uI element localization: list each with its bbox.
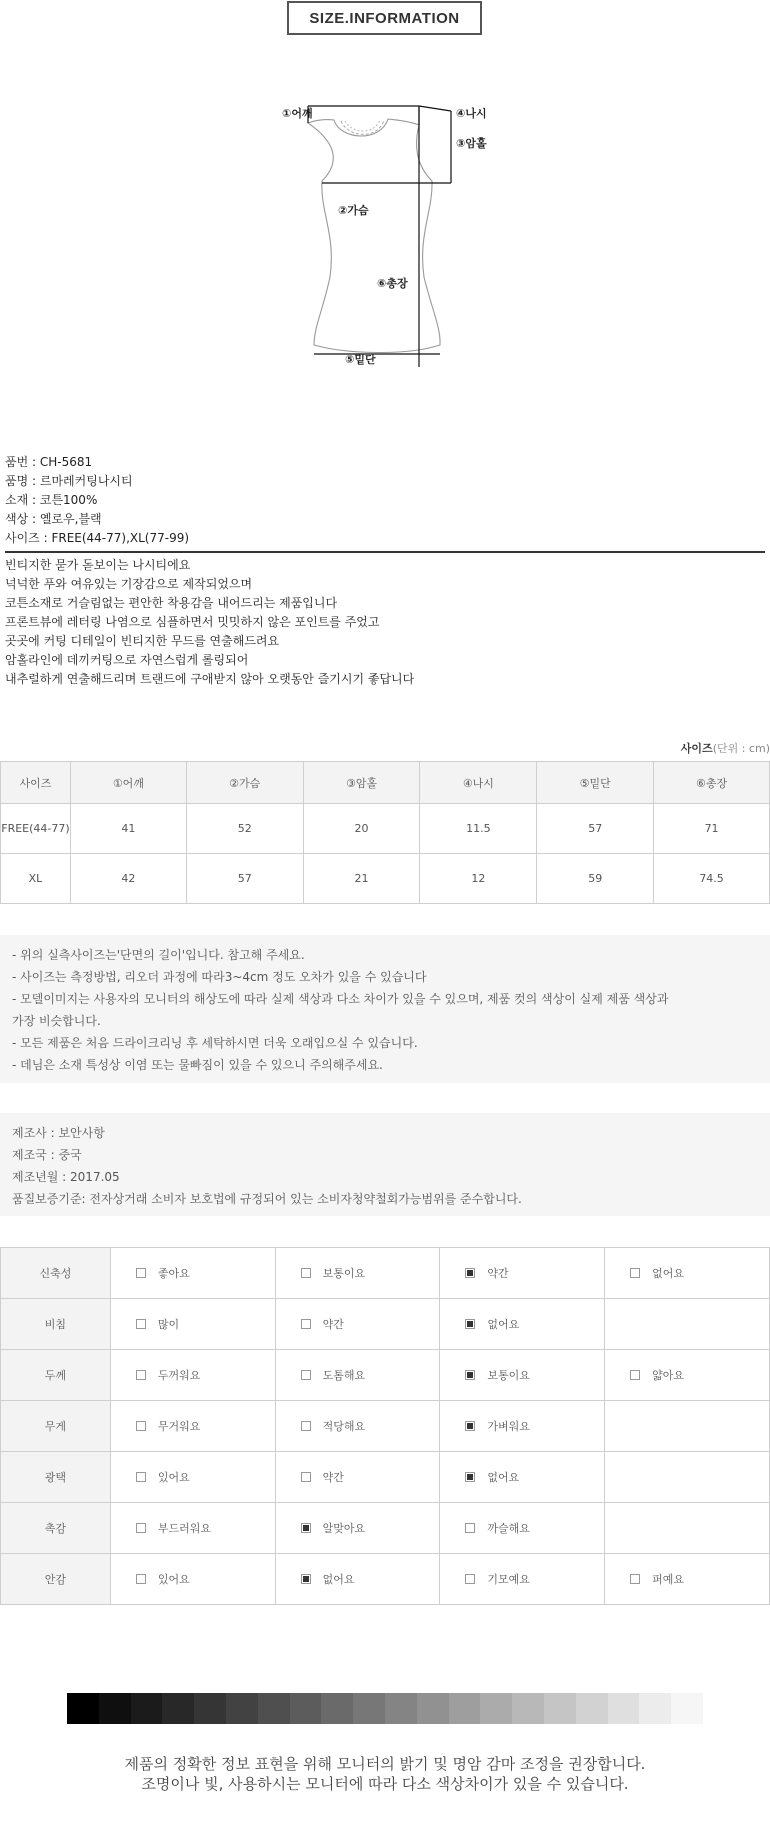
label-length: ⑥총장 bbox=[377, 277, 408, 290]
fabric-option-cell bbox=[110, 1350, 275, 1401]
fabric-attribute-label: 광택 bbox=[1, 1452, 111, 1503]
spec-line: 색상 : 옐로우,블랙 bbox=[5, 512, 102, 526]
fabric-option-cell bbox=[605, 1554, 770, 1605]
description-line: 내추럴하게 연출해드리며 트랜드에 구애받지 않아 오랫동안 즐기시기 좋답니다 bbox=[5, 672, 415, 686]
fabric-option-cell bbox=[605, 1452, 770, 1503]
description-line: 프론트뷰에 레터링 나염으로 심플하면서 밋밋하지 않은 포인트를 주었고 bbox=[5, 615, 380, 629]
fabric-option-cell bbox=[605, 1350, 770, 1401]
table-row bbox=[1, 1350, 770, 1401]
table-row bbox=[1, 1299, 770, 1350]
fabric-option-label: 가벼워요 bbox=[487, 1420, 530, 1433]
description-line: 곳곳에 커팅 디테일이 빈티지한 무드를 연출해드려요 bbox=[5, 634, 280, 648]
size-table-header-row bbox=[1, 762, 770, 804]
size-cell: 21 bbox=[303, 854, 420, 904]
monitor-notice-line: 제품의 정확한 정보 표현을 위해 모니터의 밝기 및 명암 감마 조정을 권장합니다. bbox=[124, 1755, 646, 1773]
note-line: - 위의 실측사이즈는'단면의 길이'입니다. 참고해 주세요. bbox=[12, 948, 305, 962]
size-table bbox=[0, 761, 770, 904]
manufacturer-info bbox=[0, 1113, 770, 1216]
checkbox-unchecked-icon bbox=[136, 1319, 146, 1329]
fabric-option-label: 기모예요 bbox=[487, 1573, 530, 1586]
note-line: - 사이즈는 측정방법, 리오더 과정에 따라3~4cm 정도 오차가 있을 수 있습니다 bbox=[12, 970, 427, 984]
fabric-option-label: 없어요 bbox=[322, 1573, 355, 1586]
fabric-option-label: 두꺼워요 bbox=[157, 1369, 201, 1382]
fabric-option-label: 퍼예요 bbox=[652, 1573, 685, 1586]
gray-swatch bbox=[67, 1693, 99, 1724]
spec-divider bbox=[5, 551, 765, 553]
description-line: 암홀라인에 데끼커팅으로 자연스럽게 롤링되어 bbox=[5, 653, 249, 667]
label-hem: ⑤밑단 bbox=[345, 353, 376, 366]
fabric-option-cell bbox=[110, 1299, 275, 1350]
fabric-option-cell bbox=[605, 1401, 770, 1452]
size-header-cell: ③암홀 bbox=[303, 762, 420, 804]
unit-sub: (단위 : cm) bbox=[712, 742, 770, 755]
fabric-option-cell bbox=[605, 1299, 770, 1350]
gray-swatch bbox=[194, 1693, 226, 1724]
checkbox-checked-icon bbox=[465, 1421, 475, 1431]
monitor-notice bbox=[0, 1754, 770, 1794]
fabric-option-cell bbox=[605, 1248, 770, 1299]
checkbox-unchecked-icon bbox=[465, 1574, 475, 1584]
fabric-option-cell bbox=[110, 1503, 275, 1554]
fabric-option-cell bbox=[440, 1452, 605, 1503]
size-header-cell: ⑤밑단 bbox=[537, 762, 654, 804]
checkbox-unchecked-icon bbox=[630, 1370, 640, 1380]
spec-line: 품명 : 르마레커팅나시티 bbox=[5, 474, 133, 488]
maker-line: 제조년월 : 2017.05 bbox=[12, 1170, 120, 1184]
unit-label: 사이즈 bbox=[680, 742, 713, 755]
fabric-option-cell bbox=[275, 1503, 440, 1554]
fabric-option-cell bbox=[110, 1401, 275, 1452]
gray-swatch bbox=[449, 1693, 481, 1724]
gray-swatch bbox=[608, 1693, 640, 1724]
checkbox-checked-icon bbox=[301, 1523, 311, 1533]
size-information-title: SIZE.INFORMATION bbox=[287, 1, 482, 35]
checkbox-unchecked-icon bbox=[136, 1574, 146, 1584]
checkbox-checked-icon bbox=[465, 1472, 475, 1482]
fabric-attribute-label: 촉감 bbox=[1, 1503, 111, 1554]
size-cell: 20 bbox=[303, 804, 420, 854]
size-cell: 11.5 bbox=[420, 804, 537, 854]
garment-diagram bbox=[270, 105, 500, 385]
fabric-option-label: 알맞아요 bbox=[322, 1522, 366, 1535]
table-row bbox=[1, 1248, 770, 1299]
fabric-option-cell bbox=[605, 1503, 770, 1554]
fabric-option-label: 없어요 bbox=[487, 1318, 520, 1331]
table-row bbox=[1, 804, 770, 854]
table-row bbox=[1, 1452, 770, 1503]
fabric-option-cell bbox=[275, 1299, 440, 1350]
description-line: 넉넉한 푸와 여유있는 기장감으로 제작되었으며 bbox=[5, 577, 253, 591]
product-description bbox=[5, 556, 414, 689]
fabric-option-cell bbox=[275, 1452, 440, 1503]
spec-line: 품번 : CH-5681 bbox=[5, 455, 93, 469]
monitor-notice-line: 조명이나 빛, 사용하시는 모니터에 따라 다소 색상차이가 있을 수 있습니다. bbox=[141, 1775, 629, 1793]
size-cell: 41 bbox=[70, 804, 186, 854]
fabric-option-cell bbox=[440, 1248, 605, 1299]
size-header-cell: ①어깨 bbox=[70, 762, 186, 804]
checkbox-unchecked-icon bbox=[301, 1472, 311, 1482]
checkbox-unchecked-icon bbox=[630, 1574, 640, 1584]
product-spec bbox=[5, 453, 189, 548]
checkbox-checked-icon bbox=[301, 1574, 311, 1584]
fabric-option-label: 없어요 bbox=[652, 1267, 685, 1280]
fabric-attribute-label: 비침 bbox=[1, 1299, 111, 1350]
label-shoulder: ①어깨 bbox=[282, 107, 313, 120]
fabric-option-cell bbox=[440, 1299, 605, 1350]
fabric-option-cell bbox=[275, 1401, 440, 1452]
table-row bbox=[1, 1554, 770, 1605]
table-row bbox=[1, 854, 770, 904]
label-strap: ④나시 bbox=[456, 107, 487, 120]
gray-swatch bbox=[576, 1693, 608, 1724]
size-cell: 57 bbox=[537, 804, 654, 854]
size-cell: 52 bbox=[186, 804, 303, 854]
fabric-option-label: 많이 bbox=[157, 1318, 180, 1331]
gray-swatch bbox=[639, 1693, 671, 1724]
gray-swatch bbox=[353, 1693, 385, 1724]
gray-swatch bbox=[544, 1693, 576, 1724]
description-line: 빈티지한 묻가 돋보이는 나시티에요 bbox=[5, 558, 191, 572]
note-line: - 모델이미지는 사용자의 모니터의 해상도에 따라 실제 색상과 다소 차이가 있을 수 있으며, 제품 컷의 색상이 실제 제품 색상과 bbox=[12, 992, 669, 1006]
fabric-option-label: 약간 bbox=[322, 1318, 344, 1331]
fabric-option-label: 약간 bbox=[487, 1267, 509, 1280]
fabric-option-label: 도톰해요 bbox=[322, 1369, 366, 1382]
fabric-attribute-label: 두께 bbox=[1, 1350, 111, 1401]
fabric-option-label: 있어요 bbox=[157, 1471, 190, 1484]
maker-line: 제조사 : 보안사항 bbox=[12, 1126, 105, 1140]
checkbox-unchecked-icon bbox=[136, 1472, 146, 1482]
fabric-option-label: 무거워요 bbox=[157, 1420, 201, 1433]
note-line: 가장 비슷합니다. bbox=[12, 1014, 101, 1028]
maker-line: 품질보증기준: 전자상거래 소비자 보호법에 규정되어 있는 소비자청약철회가능범위를 준수합니다. bbox=[12, 1192, 522, 1206]
table-row bbox=[1, 1503, 770, 1554]
maker-line: 제조국 : 중국 bbox=[12, 1148, 82, 1162]
fabric-option-cell bbox=[275, 1248, 440, 1299]
fabric-option-cell bbox=[275, 1350, 440, 1401]
checkbox-unchecked-icon bbox=[301, 1319, 311, 1329]
gray-swatch bbox=[512, 1693, 544, 1724]
size-cell: 71 bbox=[654, 804, 770, 854]
gray-swatch bbox=[480, 1693, 512, 1724]
fabric-option-label: 좋아요 bbox=[157, 1267, 190, 1280]
note-line: - 모든 제품은 처음 드라이크리닝 후 세탁하시면 더욱 오래입으실 수 있습니다. bbox=[12, 1036, 418, 1050]
gray-swatch bbox=[162, 1693, 194, 1724]
gray-swatch bbox=[385, 1693, 417, 1724]
fabric-option-label: 있어요 bbox=[157, 1573, 190, 1586]
size-cell: 57 bbox=[186, 854, 303, 904]
fabric-option-cell bbox=[275, 1554, 440, 1605]
fabric-option-cell bbox=[110, 1248, 275, 1299]
size-header-cell: ④나시 bbox=[420, 762, 537, 804]
gray-swatch bbox=[258, 1693, 290, 1724]
note-line: - 데님은 소재 특성상 이염 또는 물빠짐이 있을 수 있으니 주의해주세요. bbox=[12, 1058, 383, 1072]
fabric-option-cell bbox=[440, 1503, 605, 1554]
size-notes bbox=[0, 935, 770, 1083]
fabric-option-label: 없어요 bbox=[487, 1471, 520, 1484]
gray-swatch bbox=[131, 1693, 163, 1724]
size-header-cell: ⑥총장 bbox=[654, 762, 770, 804]
checkbox-unchecked-icon bbox=[136, 1523, 146, 1533]
fabric-option-cell bbox=[110, 1554, 275, 1605]
fabric-option-label: 적당해요 bbox=[322, 1420, 366, 1433]
size-unit-caption bbox=[681, 740, 770, 756]
checkbox-unchecked-icon bbox=[136, 1421, 146, 1431]
size-cell: FREE(44-77) bbox=[1, 804, 71, 854]
fabric-option-cell bbox=[440, 1401, 605, 1452]
gray-swatch bbox=[99, 1693, 131, 1724]
gray-swatch bbox=[417, 1693, 449, 1724]
fabric-attribute-label: 신축성 bbox=[1, 1248, 111, 1299]
checkbox-unchecked-icon bbox=[136, 1268, 146, 1278]
fabric-feel-table bbox=[0, 1247, 770, 1605]
checkbox-unchecked-icon bbox=[630, 1268, 640, 1278]
label-chest: ②가슴 bbox=[338, 204, 369, 217]
size-cell: XL bbox=[1, 854, 71, 904]
fabric-option-label: 보통이요 bbox=[487, 1369, 530, 1382]
size-header-cell: 사이즈 bbox=[1, 762, 71, 804]
fabric-attribute-label: 무게 bbox=[1, 1401, 111, 1452]
fabric-option-label: 약간 bbox=[322, 1471, 344, 1484]
fabric-option-label: 얇아요 bbox=[652, 1369, 685, 1382]
table-row bbox=[1, 1401, 770, 1452]
fabric-attribute-label: 안감 bbox=[1, 1554, 111, 1605]
fabric-option-cell bbox=[110, 1452, 275, 1503]
checkbox-checked-icon bbox=[465, 1319, 475, 1329]
description-line: 코튼소재로 거슬림없는 편안한 착용감을 내어드리는 제품입니다 bbox=[5, 596, 338, 610]
fabric-option-cell bbox=[440, 1554, 605, 1605]
checkbox-unchecked-icon bbox=[301, 1268, 311, 1278]
fabric-option-cell bbox=[440, 1350, 605, 1401]
checkbox-unchecked-icon bbox=[465, 1523, 475, 1533]
size-header-cell: ②가슴 bbox=[186, 762, 303, 804]
grayscale-calibration-bar bbox=[67, 1693, 703, 1724]
size-cell: 12 bbox=[420, 854, 537, 904]
size-cell: 42 bbox=[70, 854, 186, 904]
checkbox-unchecked-icon bbox=[301, 1370, 311, 1380]
checkbox-checked-icon bbox=[465, 1370, 475, 1380]
size-cell: 74.5 bbox=[654, 854, 770, 904]
gray-swatch bbox=[290, 1693, 322, 1724]
gray-swatch bbox=[321, 1693, 353, 1724]
label-armhole: ③암홀 bbox=[456, 137, 487, 150]
checkbox-unchecked-icon bbox=[301, 1421, 311, 1431]
fabric-option-label: 부드러워요 bbox=[157, 1522, 211, 1535]
checkbox-checked-icon bbox=[465, 1268, 475, 1278]
fabric-option-label: 보통이요 bbox=[322, 1267, 366, 1280]
fabric-option-label: 까슬해요 bbox=[487, 1522, 530, 1535]
gray-swatch bbox=[226, 1693, 258, 1724]
spec-line: 소재 : 코튼100% bbox=[5, 493, 98, 507]
spec-line: 사이즈 : FREE(44-77),XL(77-99) bbox=[5, 531, 190, 545]
gray-swatch bbox=[671, 1693, 703, 1724]
checkbox-unchecked-icon bbox=[136, 1370, 146, 1380]
size-cell: 59 bbox=[537, 854, 654, 904]
